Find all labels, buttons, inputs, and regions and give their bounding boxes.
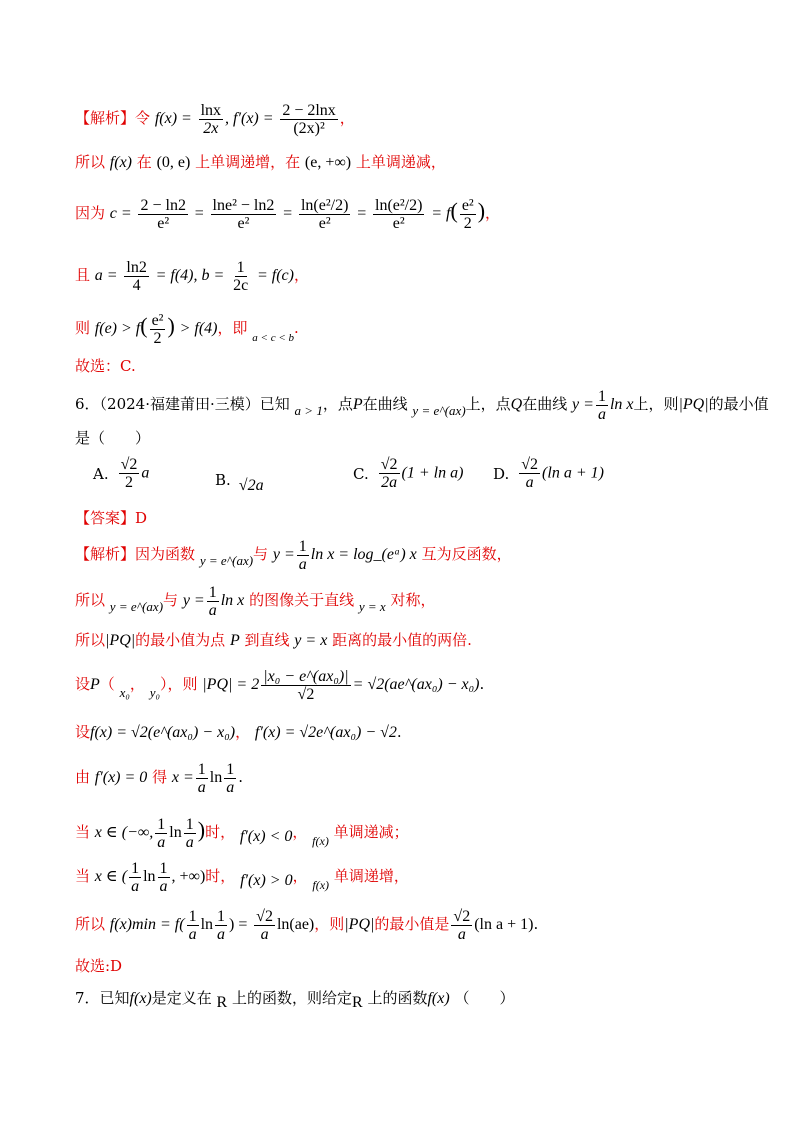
formula: y = e^(ax) [199,553,254,568]
formula: , f′(x) = [225,110,274,127]
text: 所以 [75,153,106,171]
formula: (ln a + 1) [474,916,534,933]
formula: f′(x) = 0 [94,769,148,786]
denominator: a [197,778,206,796]
text: 6．（2024·福建莆田·三模）已知 [75,395,290,413]
formula: √2a [238,477,264,494]
text: ），则 [159,675,198,693]
denominator: a [298,555,307,573]
text: ，即 [217,319,248,337]
numerator: ln(e²/2) [300,196,349,214]
text: 在曲线 [362,395,408,413]
solution6-answer: 故选:D [75,957,123,975]
text: . [479,675,485,693]
fraction [299,197,350,232]
problem6-options [93,456,713,500]
formula: f(e) > f [94,320,141,337]
denominator: e² [392,214,405,232]
text: （ ） [454,989,515,1007]
fraction [261,668,350,703]
formula: f′(x) = √2e^(ax₀) − √2 [254,724,397,741]
denominator: a [525,474,534,491]
problem7-stem [75,986,514,1010]
fraction [119,456,140,491]
solution6-line-8 [75,854,409,898]
denominator: e² [157,214,170,232]
numerator: √2 [380,456,398,473]
solution5-line-5: 则 f(e) > f( $\frac{\text{e²}}{2}$ ) > f(4)，即 $_{a < c < b}$. [75,311,299,347]
denominator: (2x)² [293,119,325,137]
text: 当 [75,867,91,885]
denominator: a [208,601,217,619]
numerator: √2 [120,456,138,473]
solution6-line-2 [75,582,435,618]
solution5-line-4 [75,256,309,294]
text: 上的函数 [367,989,428,1007]
denominator: a [185,833,194,851]
formula: R [352,994,363,1011]
fraction [207,584,219,619]
fraction [138,197,187,232]
option-b[interactable] [215,470,264,495]
text: 与 [253,545,269,563]
denominator: e² [237,214,250,232]
formula: (1 + ln a) [401,464,464,482]
numerator: 1 [185,815,194,833]
numerator: lne² − ln2 [212,196,275,214]
text: 所以 [75,591,106,609]
text: 因为 [75,204,106,222]
formula: Q [510,396,523,413]
formula: a = [94,267,118,284]
denominator: a [217,925,226,943]
denominator: a [188,925,197,943]
formula: > f(4) [179,320,218,337]
fraction [124,259,148,294]
text: 单调递减； [333,823,409,841]
solution6-line-1 [75,536,512,572]
formula: (0, e) [156,154,191,171]
numerator: 1 [131,859,140,877]
text: 的最小值是 [374,915,450,933]
numerator: 1 [197,760,206,778]
formula: y = e^(ax) [109,599,164,614]
formula: ) [197,817,206,842]
denominator: 2c [233,276,249,294]
formula: a [141,464,150,482]
formula: a > 1 [294,403,323,418]
text: ， [292,823,308,841]
fraction [199,102,223,137]
text: 的图像关于直线 [249,591,355,609]
fraction [155,816,167,851]
fraction [184,816,196,851]
formula: P [352,396,363,413]
text: 则 [75,319,91,337]
text: 上，则 [633,395,679,413]
formula: x = [171,769,194,786]
numerator: 1 [157,815,166,833]
formula: ln x [220,592,245,609]
formula: x ∈ ( [94,868,128,885]
solution6-line-9 [75,902,538,946]
numerator: 1 [188,907,197,925]
formula: = [357,205,367,222]
option-label: B. [215,471,231,489]
numerator: 1 [597,387,606,405]
solution6-line-3 [75,630,472,651]
formula: f(x) [427,990,450,1007]
option-d[interactable] [493,456,604,491]
text: 的最小值 [708,395,769,413]
formula: y = e^(ax) [412,403,466,418]
formula: ln [143,868,156,885]
text: ，点 [322,395,353,413]
formula: f(x) [312,834,329,848]
formula: ln [209,769,223,786]
solution5-answer: 故选：C. [75,357,136,375]
formula: y = x [294,632,328,649]
denominator: a [597,405,606,423]
text: 单调递增， [333,867,409,885]
formula: (e, +∞) [304,154,352,171]
solution6-line-4 [75,662,484,706]
formula: f(x) [312,878,330,892]
solution6-line-6 [75,758,243,796]
numerator: lnx [200,101,222,119]
text: （ [99,675,115,693]
analysis-tag: 【解析】 [75,545,136,563]
text: . [238,768,244,786]
formula: x₀ [119,685,130,700]
formula: (ln a + 1) [542,464,604,482]
text: 上单调递增，在 [195,153,301,171]
numerator: √2 [521,456,539,473]
option-label: C. [353,464,369,483]
formula: , +∞) [171,868,206,885]
denominator: 2 [153,329,162,347]
formula: y₀ [149,685,160,700]
text: . [396,723,402,741]
option-label: D. [493,464,510,483]
formula: R [216,994,228,1011]
option-label: A. [93,464,109,483]
text: 距离的最小值的两倍. [332,631,472,649]
text: 的最小值为点 [135,631,226,649]
text: 由 [75,768,91,786]
formula: f(x) = √2(e^(ax₀) − x₀) [90,724,236,741]
analysis-tag: 【解析】 [75,109,136,127]
formula: f(x) = [154,110,192,127]
text: 上单调递减， [355,153,446,171]
fraction [231,259,250,294]
problem6-stem-line-1 [75,386,769,422]
fraction [460,197,476,232]
denominator: a [159,877,168,895]
formula: = [283,205,293,222]
text: 得 [152,768,168,786]
denominator: a [260,925,269,943]
fraction [280,102,337,137]
text: ， [293,266,309,284]
formula: ln x = log_(eᵃ) x [310,546,417,563]
text: 上，点 [465,395,511,413]
denominator: a [457,925,466,943]
text: . [294,319,299,337]
fraction [158,860,170,895]
formula: f(x)min = f( [109,916,185,933]
formula: = f(4), b = [155,267,225,284]
fraction [215,908,227,943]
option-a[interactable] [93,456,149,491]
formula: |PQ| [105,632,136,649]
numerator: 1 [236,258,245,276]
fraction [224,761,236,796]
numerator: 1 [298,537,307,555]
formula: ln x [609,396,634,413]
numerator: √2 [256,907,273,925]
text: 所以 [75,915,106,933]
denominator: 2x [203,119,219,137]
numerator: e² [461,196,474,214]
text: 时， [205,823,236,841]
numerator: 2 − ln2 [140,196,186,214]
solution5-line-3: 因为 c = $\frac{2 - \ln 2}{\text{e²}}$ = $\frac{\text{lne² − ln2}}{\text{e²}}$ = $\frac{\text{ln(e²/2)}}{\text{e²}}$ = $\frac{\text{ln(e²/2)}}{\text{e²}}$ = f( $\frac{\text{e²}}{2}$ )， [75,196,501,232]
denominator: e² [318,214,331,232]
text: 所以 [75,631,106,649]
solution5-line-1 [75,100,355,136]
formula: f(x) [129,990,152,1007]
denominator: 4 [132,276,141,294]
formula: y = [272,546,295,563]
formula: a < c < b [252,332,295,344]
denominator: a [226,778,235,796]
formula: = f(c) [256,267,294,284]
text: ， [485,204,501,222]
text: 7．已知 [75,989,130,1007]
solution6-line-5 [75,722,402,743]
solution5-line-2 [75,152,446,173]
fraction [373,197,424,232]
formula: |PQ| [344,916,375,933]
formula: y = [182,592,205,609]
formula: ln [169,824,182,841]
numerator: 1 [159,859,168,877]
problem6-stem-line-2: 是（ ） [75,429,151,447]
fraction [211,197,277,232]
formula: = √2(ae^(ax₀) − x₀) [352,676,480,693]
formula: f′(x) < 0 [239,828,293,845]
numerator: 2 − 2lnx [282,101,336,119]
text: 与 [163,591,179,609]
text: 在 [136,153,152,171]
text: ， [292,867,308,885]
numerator: ln2 [126,258,147,276]
numerator: ln(e²/2) [375,196,423,214]
text: 设 [75,723,91,741]
fraction [150,312,166,347]
denominator: 2 [463,214,472,232]
text: . [533,915,539,933]
problem6-answer: 【答案】D [75,509,148,527]
numerator: √2 [453,907,471,925]
formula: ln [200,916,214,933]
fraction [196,761,208,796]
numerator: 1 [217,907,226,925]
numerator: 1 [226,760,235,778]
fraction [451,908,472,943]
formula: ) = [229,916,248,933]
text: 令 [135,109,151,127]
formula: y = x [358,599,386,614]
numerator: 1 [208,583,217,601]
fraction [129,860,141,895]
text: ， [129,675,145,693]
formula: x ∈ (−∞, [94,824,154,841]
formula: f(x) [109,154,132,171]
denominator: 2a [381,474,398,491]
numerator: e² [151,311,164,329]
numerator: |x₀ − e^(ax₀)| [263,667,349,685]
denominator: √2 [297,685,315,703]
fraction [254,908,275,943]
formula: P [229,632,240,649]
formula: ln(ae) [276,916,315,933]
solution6-line-7 [75,808,409,852]
text: 因为函数 [135,545,196,563]
fraction [297,538,309,573]
text: 时， [205,867,236,885]
denominator: a [131,877,140,895]
formula: = f [431,205,451,222]
text: 上的函数，则给定 [232,989,353,1007]
fraction [519,456,540,491]
text: 互为反函数， [421,545,512,563]
text: 是定义在 [151,989,212,1007]
text: 且 [75,266,91,284]
formula: |PQ| [678,396,709,413]
text: ， [235,723,251,741]
formula: = [194,205,204,222]
fraction [187,908,199,943]
text: 设 [75,675,91,693]
text: 到直线 [244,631,290,649]
text: 当 [75,823,91,841]
text: 对称， [390,591,436,609]
fraction [379,456,400,491]
fraction [596,388,608,423]
formula: y = [572,396,594,413]
formula: c = [109,205,132,222]
text: 在曲线 [522,395,568,413]
text: ，则 [314,915,345,933]
formula: P [90,676,100,693]
formula: f′(x) > 0 [240,872,293,889]
denominator: a [157,833,166,851]
denominator: 2 [125,474,133,491]
text: ， [339,109,355,127]
formula: |PQ| = 2 [202,676,260,693]
option-c[interactable] [353,456,463,491]
